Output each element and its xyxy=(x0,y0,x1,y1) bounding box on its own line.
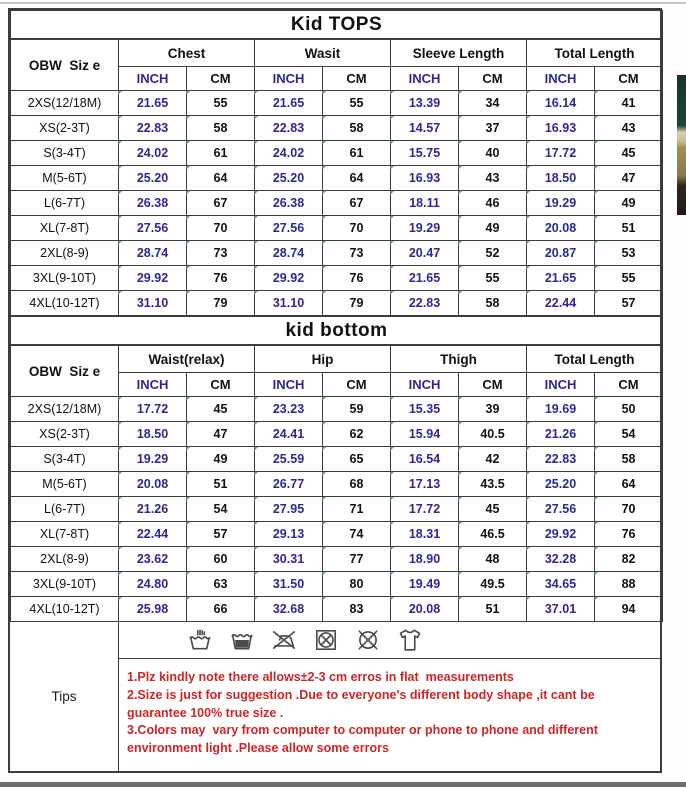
value-cell: 24.02 xyxy=(119,141,187,166)
value-cell: 43 xyxy=(595,116,663,141)
size-chart-sheet xyxy=(8,8,662,773)
size-table-kid-bottom xyxy=(10,316,663,622)
value-cell: 16.14 xyxy=(527,91,595,116)
value-cell: 55 xyxy=(595,266,663,291)
value-cell: 70 xyxy=(187,216,255,241)
table-row xyxy=(11,166,663,191)
size-cell: 4XL(10-12T) xyxy=(11,597,119,622)
value-cell: 19.29 xyxy=(527,191,595,216)
value-cell: 29.92 xyxy=(119,266,187,291)
value-cell: 64 xyxy=(187,166,255,191)
value-cell: 67 xyxy=(187,191,255,216)
value-cell: 22.83 xyxy=(391,291,459,316)
table-row xyxy=(11,472,663,497)
unit-header: CM xyxy=(459,67,527,91)
value-cell: 64 xyxy=(323,166,391,191)
value-cell: 25.20 xyxy=(527,472,595,497)
value-cell: 31.10 xyxy=(119,291,187,316)
value-cell: 40 xyxy=(459,141,527,166)
size-cell: 2XL(8-9) xyxy=(11,241,119,266)
tip-line-3: 3.Colors may vary from computer to computer or phone to phone and different environment light .Please allow some errors xyxy=(127,723,602,755)
value-cell: 24.41 xyxy=(255,422,323,447)
measure-group-header: Waist(relax) xyxy=(119,345,255,373)
table-row xyxy=(11,91,663,116)
value-cell: 43 xyxy=(459,166,527,191)
care-icons-row xyxy=(119,622,660,659)
value-cell: 40.5 xyxy=(459,422,527,447)
size-cell: 3XL(9-10T) xyxy=(11,266,119,291)
value-cell: 17.72 xyxy=(391,497,459,522)
value-cell: 22.83 xyxy=(527,447,595,472)
value-cell: 52 xyxy=(459,241,527,266)
value-cell: 76 xyxy=(187,266,255,291)
value-cell: 16.93 xyxy=(527,116,595,141)
value-cell: 21.26 xyxy=(119,497,187,522)
table-row xyxy=(11,241,663,266)
value-cell: 24.02 xyxy=(255,141,323,166)
value-cell: 94 xyxy=(595,597,663,622)
value-cell: 45 xyxy=(459,497,527,522)
table-row xyxy=(11,572,663,597)
size-cell: XL(7-8T) xyxy=(11,216,119,241)
size-cell: L(6-7T) xyxy=(11,497,119,522)
value-cell: 45 xyxy=(595,141,663,166)
table-row xyxy=(11,522,663,547)
value-cell: 20.87 xyxy=(527,241,595,266)
table-row xyxy=(11,116,663,141)
value-cell: 15.94 xyxy=(391,422,459,447)
value-cell: 88 xyxy=(595,572,663,597)
value-cell: 22.83 xyxy=(119,116,187,141)
value-cell: 74 xyxy=(323,522,391,547)
value-cell: 71 xyxy=(323,497,391,522)
value-cell: 21.65 xyxy=(119,91,187,116)
tips-body xyxy=(119,622,660,771)
value-cell: 47 xyxy=(595,166,663,191)
unit-header: INCH xyxy=(255,373,323,397)
machine-wash-icon xyxy=(229,627,255,653)
value-cell: 82 xyxy=(595,547,663,572)
value-cell: 83 xyxy=(323,597,391,622)
table-row xyxy=(11,141,663,166)
value-cell: 24.80 xyxy=(119,572,187,597)
unit-header: CM xyxy=(323,67,391,91)
value-cell: 42 xyxy=(459,447,527,472)
unit-header: INCH xyxy=(119,67,187,91)
size-cell: 4XL(10-12T) xyxy=(11,291,119,316)
value-cell: 20.47 xyxy=(391,241,459,266)
value-cell: 55 xyxy=(323,91,391,116)
value-cell: 25.20 xyxy=(255,166,323,191)
size-cell: S(3-4T) xyxy=(11,141,119,166)
table-row xyxy=(11,497,663,522)
value-cell: 54 xyxy=(187,497,255,522)
size-cell: 2XS(12/18M) xyxy=(11,397,119,422)
value-cell: 34 xyxy=(459,91,527,116)
value-cell: 70 xyxy=(323,216,391,241)
table-row xyxy=(11,216,663,241)
value-cell: 37.01 xyxy=(527,597,595,622)
value-cell: 49.5 xyxy=(459,572,527,597)
size-column-header: OBW Siz e xyxy=(11,39,119,91)
value-cell: 19.69 xyxy=(527,397,595,422)
measure-group-header: Hip xyxy=(255,345,391,373)
unit-header: CM xyxy=(187,67,255,91)
value-cell: 59 xyxy=(323,397,391,422)
value-cell: 68 xyxy=(323,472,391,497)
value-cell: 49 xyxy=(595,191,663,216)
value-cell: 19.49 xyxy=(391,572,459,597)
table-row xyxy=(11,597,663,622)
size-cell: XS(2-3T) xyxy=(11,422,119,447)
size-cell: S(3-4T) xyxy=(11,447,119,472)
value-cell: 37 xyxy=(459,116,527,141)
size-cell: L(6-7T) xyxy=(11,191,119,216)
table-title: kid bottom xyxy=(11,317,663,346)
value-cell: 30.31 xyxy=(255,547,323,572)
value-cell: 61 xyxy=(323,141,391,166)
value-cell: 21.65 xyxy=(391,266,459,291)
value-cell: 16.54 xyxy=(391,447,459,472)
value-cell: 22.83 xyxy=(255,116,323,141)
value-cell: 29.92 xyxy=(527,522,595,547)
value-cell: 49 xyxy=(187,447,255,472)
unit-header: INCH xyxy=(391,67,459,91)
do-not-iron-icon xyxy=(271,627,297,653)
value-cell: 58 xyxy=(323,116,391,141)
value-cell: 61 xyxy=(187,141,255,166)
unit-header: INCH xyxy=(119,373,187,397)
table-title: Kid TOPS xyxy=(11,11,663,40)
value-cell: 27.56 xyxy=(119,216,187,241)
value-cell: 43.5 xyxy=(459,472,527,497)
value-cell: 29.92 xyxy=(255,266,323,291)
bottom-border-line xyxy=(0,782,686,787)
measure-group-header: Thigh xyxy=(391,345,527,373)
tips-label: Tips xyxy=(10,622,119,771)
size-cell: XS(2-3T) xyxy=(11,116,119,141)
value-cell: 17.13 xyxy=(391,472,459,497)
value-cell: 79 xyxy=(187,291,255,316)
adjacent-photo-sliver xyxy=(677,75,686,215)
value-cell: 28.74 xyxy=(119,241,187,266)
value-cell: 20.08 xyxy=(119,472,187,497)
measure-group-header: Chest xyxy=(119,39,255,67)
value-cell: 50 xyxy=(595,397,663,422)
unit-header: CM xyxy=(595,373,663,397)
value-cell: 55 xyxy=(187,91,255,116)
value-cell: 21.65 xyxy=(255,91,323,116)
value-cell: 18.50 xyxy=(527,166,595,191)
value-cell: 18.50 xyxy=(119,422,187,447)
value-cell: 57 xyxy=(595,291,663,316)
value-cell: 18.11 xyxy=(391,191,459,216)
table-row xyxy=(11,397,663,422)
value-cell: 29.13 xyxy=(255,522,323,547)
table-row xyxy=(11,266,663,291)
size-column-header: OBW Siz e xyxy=(11,345,119,397)
unit-header: CM xyxy=(459,373,527,397)
tips-text xyxy=(119,659,660,771)
value-cell: 53 xyxy=(595,241,663,266)
value-cell: 27.56 xyxy=(527,497,595,522)
unit-header: INCH xyxy=(391,373,459,397)
unit-header: CM xyxy=(187,373,255,397)
value-cell: 26.77 xyxy=(255,472,323,497)
value-cell: 54 xyxy=(595,422,663,447)
table-row xyxy=(11,547,663,572)
value-cell: 20.08 xyxy=(391,597,459,622)
value-cell: 62 xyxy=(323,422,391,447)
value-cell: 47 xyxy=(187,422,255,447)
table-row xyxy=(11,191,663,216)
value-cell: 51 xyxy=(459,597,527,622)
value-cell: 51 xyxy=(187,472,255,497)
value-cell: 51 xyxy=(595,216,663,241)
value-cell: 80 xyxy=(323,572,391,597)
hand-wash-icon xyxy=(187,627,213,653)
value-cell: 32.28 xyxy=(527,547,595,572)
size-cell: XL(7-8T) xyxy=(11,522,119,547)
value-cell: 73 xyxy=(323,241,391,266)
unit-header: INCH xyxy=(527,373,595,397)
value-cell: 25.59 xyxy=(255,447,323,472)
value-cell: 67 xyxy=(323,191,391,216)
value-cell: 26.38 xyxy=(119,191,187,216)
value-cell: 28.74 xyxy=(255,241,323,266)
unit-header: INCH xyxy=(527,67,595,91)
value-cell: 60 xyxy=(187,547,255,572)
measure-group-header: Sleeve Length xyxy=(391,39,527,67)
unit-header: CM xyxy=(323,373,391,397)
value-cell: 45 xyxy=(187,397,255,422)
value-cell: 18.31 xyxy=(391,522,459,547)
table-row xyxy=(11,291,663,316)
value-cell: 27.56 xyxy=(255,216,323,241)
value-cell: 17.72 xyxy=(119,397,187,422)
value-cell: 23.62 xyxy=(119,547,187,572)
value-cell: 14.57 xyxy=(391,116,459,141)
value-cell: 66 xyxy=(187,597,255,622)
value-cell: 55 xyxy=(459,266,527,291)
value-cell: 25.20 xyxy=(119,166,187,191)
value-cell: 15.35 xyxy=(391,397,459,422)
value-cell: 49 xyxy=(459,216,527,241)
table-row xyxy=(11,422,663,447)
value-cell: 58 xyxy=(595,447,663,472)
size-cell: 3XL(9-10T) xyxy=(11,572,119,597)
value-cell: 16.93 xyxy=(391,166,459,191)
size-table-kid-tops xyxy=(10,10,663,316)
value-cell: 79 xyxy=(323,291,391,316)
tip-line-1: 1.Plz kindly note there allows±2-3 cm erros in flat measurements xyxy=(127,670,514,684)
size-cell: 2XL(8-9) xyxy=(11,547,119,572)
do-not-tumble-dry-icon xyxy=(313,627,339,653)
value-cell: 34.65 xyxy=(527,572,595,597)
value-cell: 48 xyxy=(459,547,527,572)
tshirt-icon xyxy=(397,627,423,653)
value-cell: 41 xyxy=(595,91,663,116)
unit-header: INCH xyxy=(255,67,323,91)
value-cell: 26.38 xyxy=(255,191,323,216)
value-cell: 25.98 xyxy=(119,597,187,622)
value-cell: 21.26 xyxy=(527,422,595,447)
unit-header: CM xyxy=(595,67,663,91)
value-cell: 23.23 xyxy=(255,397,323,422)
value-cell: 76 xyxy=(595,522,663,547)
value-cell: 19.29 xyxy=(391,216,459,241)
value-cell: 31.10 xyxy=(255,291,323,316)
value-cell: 63 xyxy=(187,572,255,597)
top-border-line xyxy=(0,2,686,4)
table-row xyxy=(11,447,663,472)
value-cell: 13.39 xyxy=(391,91,459,116)
measure-group-header: Wasit xyxy=(255,39,391,67)
value-cell: 39 xyxy=(459,397,527,422)
tips-section xyxy=(10,622,660,771)
size-cell: M(5-6T) xyxy=(11,472,119,497)
value-cell: 22.44 xyxy=(119,522,187,547)
value-cell: 21.65 xyxy=(527,266,595,291)
measure-group-header: Total Length xyxy=(527,39,663,67)
value-cell: 65 xyxy=(323,447,391,472)
value-cell: 18.90 xyxy=(391,547,459,572)
tip-line-2: 2.Size is just for suggestion .Due to everyone's different body shape ,it cant be guarantee 100% true size . xyxy=(127,687,599,720)
value-cell: 58 xyxy=(187,116,255,141)
size-cell: M(5-6T) xyxy=(11,166,119,191)
measure-group-header: Total Length xyxy=(527,345,663,373)
value-cell: 73 xyxy=(187,241,255,266)
value-cell: 46 xyxy=(459,191,527,216)
value-cell: 76 xyxy=(323,266,391,291)
value-cell: 46.5 xyxy=(459,522,527,547)
value-cell: 32.68 xyxy=(255,597,323,622)
value-cell: 70 xyxy=(595,497,663,522)
value-cell: 64 xyxy=(595,472,663,497)
value-cell: 77 xyxy=(323,547,391,572)
value-cell: 20.08 xyxy=(527,216,595,241)
value-cell: 22.44 xyxy=(527,291,595,316)
value-cell: 57 xyxy=(187,522,255,547)
size-cell: 2XS(12/18M) xyxy=(11,91,119,116)
do-not-dry-clean-icon xyxy=(355,627,381,653)
value-cell: 19.29 xyxy=(119,447,187,472)
value-cell: 27.95 xyxy=(255,497,323,522)
value-cell: 15.75 xyxy=(391,141,459,166)
value-cell: 31.50 xyxy=(255,572,323,597)
value-cell: 58 xyxy=(459,291,527,316)
value-cell: 17.72 xyxy=(527,141,595,166)
